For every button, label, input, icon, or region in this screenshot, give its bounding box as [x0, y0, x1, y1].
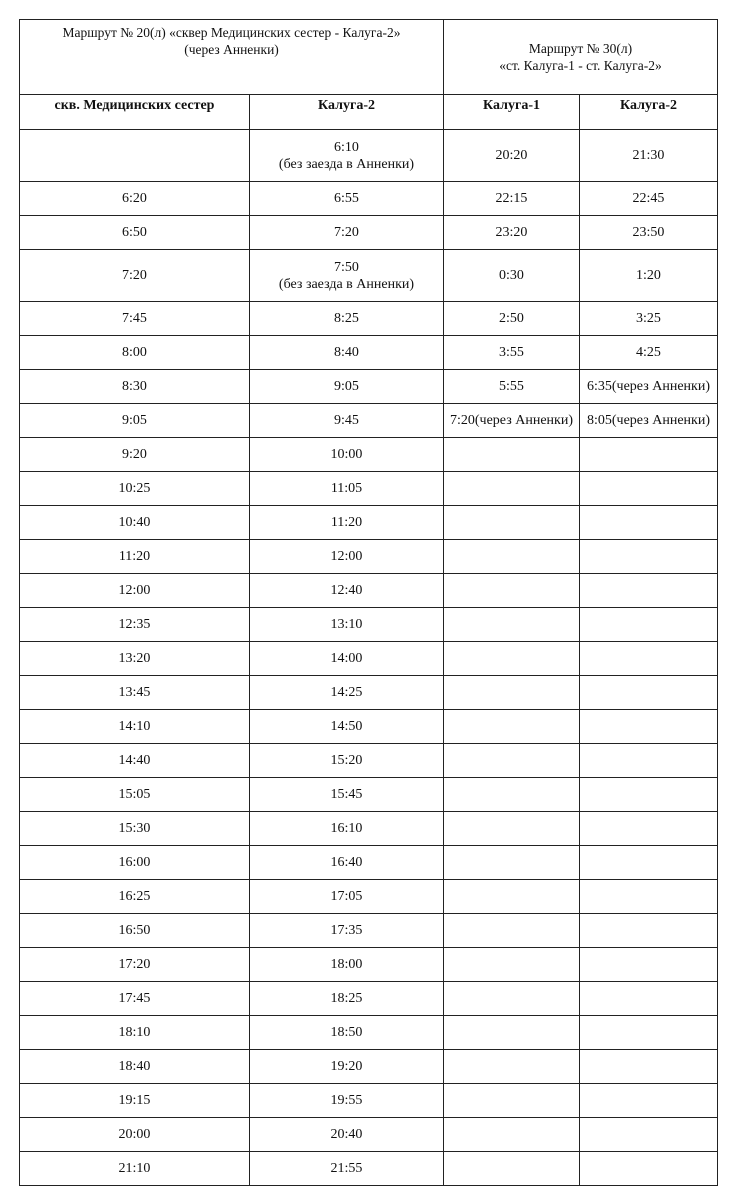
cell-route20-from-time: 12:35: [20, 608, 250, 642]
cell-route30-from-time: [444, 540, 580, 574]
route-30-title-line1: Маршрут № 30(л): [528, 41, 633, 56]
departure-time: 8:25: [334, 311, 359, 326]
table-row: [20, 1050, 718, 1084]
cell-route30-from-time: [444, 438, 580, 472]
cell-route20-to-time: [250, 948, 444, 982]
cell-route20-to-time: [250, 1016, 444, 1050]
departure-time: 14:25: [330, 685, 363, 700]
cell-route30-from-time: [444, 710, 580, 744]
cell-route20-from-time: 20:00: [20, 1118, 250, 1152]
cell-route30-from-time: [444, 1050, 580, 1084]
cell-route30-to-time: [580, 1152, 718, 1186]
cell-route20-from-time: 16:25: [20, 880, 250, 914]
column-header-route30-from: Калуга-1: [444, 95, 580, 130]
departure-time: 7:50: [334, 259, 359, 275]
table-row: [20, 778, 718, 812]
cell-route20-from-time: 21:10: [20, 1152, 250, 1186]
departure-time: 17:35: [330, 923, 363, 938]
route-20-title-line1: Маршрут № 20(л) «сквер Медицинских сестер - Калуга-2»: [62, 25, 401, 40]
cell-route30-to-time: [580, 676, 718, 710]
cell-route20-from-time: 17:45: [20, 982, 250, 1016]
cell-route20-to-time: [250, 846, 444, 880]
departure-time: 16:40: [330, 855, 363, 870]
column-header-route20-from: скв. Медицинских сестер: [20, 95, 250, 130]
departure-time: 12:40: [330, 583, 363, 598]
table-row: [20, 1016, 718, 1050]
departure-time: 14:50: [330, 719, 363, 734]
table-row: [20, 846, 718, 880]
route-30-title: [444, 20, 718, 95]
table-row: [20, 1084, 718, 1118]
cell-route30-from-time: [444, 982, 580, 1016]
table-row: [20, 676, 718, 710]
cell-route30-from-time: [444, 1016, 580, 1050]
table-row: [20, 130, 718, 182]
cell-route30-to-time: 3:25: [580, 302, 718, 336]
cell-route30-from-time: [444, 880, 580, 914]
cell-route20-from-time: 10:25: [20, 472, 250, 506]
departure-time: 6:55: [334, 191, 359, 206]
cell-route30-from-time: [444, 642, 580, 676]
cell-route20-to-time: [250, 1118, 444, 1152]
cell-route30-from-time: 2:50: [444, 302, 580, 336]
table-row: [20, 540, 718, 574]
cell-route30-from-time: 23:20: [444, 216, 580, 250]
cell-route30-from-time: [444, 778, 580, 812]
cell-route20-from-time: 6:50: [20, 216, 250, 250]
cell-route20-from-time: 18:40: [20, 1050, 250, 1084]
cell-route30-to-time: [580, 574, 718, 608]
cell-route20-to-time: [250, 642, 444, 676]
table-row: [20, 438, 718, 472]
table-row: [20, 302, 718, 336]
cell-route30-to-time: [580, 880, 718, 914]
departure-time: 9:05: [334, 379, 359, 394]
cell-route30-from-time: [444, 574, 580, 608]
cell-route20-from-time: 19:15: [20, 1084, 250, 1118]
cell-route30-from-time: 5:55: [444, 370, 580, 404]
cell-route20-to-time: [250, 914, 444, 948]
departure-time: 8:40: [334, 345, 359, 360]
route-30-title-line2: «ст. Калуга-1 - ст. Калуга-2»: [499, 58, 662, 73]
cell-route20-from-time: 13:45: [20, 676, 250, 710]
table-row: [20, 216, 718, 250]
bus-schedule-table: [19, 19, 718, 1186]
departure-time: 13:10: [330, 617, 363, 632]
cell-route20-from-time: 14:40: [20, 744, 250, 778]
departure-time: 11:20: [330, 515, 363, 530]
departure-time: 15:20: [330, 753, 363, 768]
table-row: [20, 370, 718, 404]
cell-route20-from-time: 15:30: [20, 812, 250, 846]
cell-route20-to-time: [250, 1050, 444, 1084]
column-header-route20-to: Калуга-2: [250, 95, 444, 130]
cell-route20-to-time: [250, 574, 444, 608]
cell-route20-to-time: [250, 676, 444, 710]
departure-note: (без заезда в Анненки): [278, 156, 415, 172]
route-titles-row: [20, 20, 718, 95]
cell-route20-from-time: 6:20: [20, 182, 250, 216]
cell-route30-to-time: 1:20: [580, 250, 718, 302]
table-row: [20, 710, 718, 744]
cell-route20-to-time: [250, 778, 444, 812]
cell-route30-from-time: 20:20: [444, 130, 580, 182]
cell-route30-to-time: [580, 540, 718, 574]
departure-time: 20:40: [330, 1127, 363, 1142]
cell-route30-to-time: [580, 642, 718, 676]
departure-time: 14:00: [330, 651, 363, 666]
table-row: [20, 574, 718, 608]
table-row: [20, 642, 718, 676]
cell-route30-to-time: [580, 472, 718, 506]
cell-route20-from-time: 7:45: [20, 302, 250, 336]
cell-route20-from-time: 16:50: [20, 914, 250, 948]
cell-route20-to-time: [250, 250, 444, 302]
cell-route30-to-time: [580, 778, 718, 812]
cell-route20-to-time: [250, 130, 444, 182]
cell-route20-to-time: [250, 744, 444, 778]
cell-route30-to-time: [580, 812, 718, 846]
cell-route30-from-time: [444, 676, 580, 710]
cell-route30-from-time: 3:55: [444, 336, 580, 370]
route-20-title: [20, 20, 444, 95]
cell-route20-from-time: 14:10: [20, 710, 250, 744]
cell-route20-to-time: [250, 982, 444, 1016]
cell-route30-from-time: [444, 1152, 580, 1186]
cell-route20-from-time: 10:40: [20, 506, 250, 540]
cell-route30-to-time: [580, 744, 718, 778]
cell-route20-from-time: 15:05: [20, 778, 250, 812]
cell-route20-from-time: 18:10: [20, 1016, 250, 1050]
cell-route20-to-time: [250, 370, 444, 404]
cell-route30-to-time: [580, 438, 718, 472]
cell-route20-from-time: 12:00: [20, 574, 250, 608]
cell-route20-to-time: [250, 336, 444, 370]
departure-time: 18:00: [330, 957, 363, 972]
departure-time: 19:20: [330, 1059, 363, 1074]
table-row: [20, 1118, 718, 1152]
cell-route20-to-time: [250, 1084, 444, 1118]
cell-route30-to-time: 23:50: [580, 216, 718, 250]
departure-time: 12:00: [330, 549, 363, 564]
cell-route20-to-time: [250, 506, 444, 540]
cell-route20-from-time: 17:20: [20, 948, 250, 982]
table-row: [20, 982, 718, 1016]
cell-route20-to-time: [250, 404, 444, 438]
departure-time: 16:10: [330, 821, 363, 836]
departure-time: 10:00: [330, 447, 363, 462]
cell-route30-from-time: 0:30: [444, 250, 580, 302]
cell-route30-from-time: 7:20(через Анненки): [444, 404, 580, 438]
cell-route20-to-time: [250, 182, 444, 216]
cell-route20-from-time: [20, 130, 250, 182]
cell-route30-to-time: [580, 506, 718, 540]
departure-time: 9:45: [334, 413, 359, 428]
departure-time: 21:55: [330, 1161, 363, 1176]
cell-route20-to-time: [250, 880, 444, 914]
cell-route20-to-time: [250, 302, 444, 336]
departure-time: 11:05: [330, 481, 363, 496]
cell-route30-to-time: [580, 948, 718, 982]
cell-route30-from-time: [444, 506, 580, 540]
cell-route30-to-time: [580, 846, 718, 880]
cell-route20-from-time: 9:05: [20, 404, 250, 438]
table-row: [20, 880, 718, 914]
route-20-title-line2: (через Анненки): [184, 42, 279, 57]
cell-route30-from-time: [444, 812, 580, 846]
cell-route20-from-time: 7:20: [20, 250, 250, 302]
column-headers-row: [20, 95, 718, 130]
cell-route20-from-time: 8:00: [20, 336, 250, 370]
table-row: [20, 506, 718, 540]
departure-time: 7:20: [334, 225, 359, 240]
cell-route20-from-time: 8:30: [20, 370, 250, 404]
departure-note: (без заезда в Анненки): [278, 276, 415, 292]
cell-route30-to-time: [580, 982, 718, 1016]
cell-route30-to-time: 21:30: [580, 130, 718, 182]
departure-time: 18:50: [330, 1025, 363, 1040]
departure-time: 18:25: [330, 991, 363, 1006]
cell-route20-to-time: [250, 710, 444, 744]
cell-route30-from-time: [444, 948, 580, 982]
cell-route30-from-time: [444, 914, 580, 948]
departure-time: 17:05: [330, 889, 363, 904]
cell-route20-from-time: 9:20: [20, 438, 250, 472]
cell-route20-from-time: 16:00: [20, 846, 250, 880]
cell-route20-from-time: 13:20: [20, 642, 250, 676]
cell-route20-to-time: [250, 812, 444, 846]
cell-route30-to-time: 8:05(через Анненки): [580, 404, 718, 438]
cell-route30-to-time: [580, 608, 718, 642]
departure-time: 19:55: [330, 1093, 363, 1108]
cell-route30-to-time: 6:35(через Анненки): [580, 370, 718, 404]
table-row: [20, 250, 718, 302]
cell-route30-from-time: [444, 744, 580, 778]
cell-route30-from-time: [444, 608, 580, 642]
cell-route30-to-time: [580, 710, 718, 744]
table-row: [20, 948, 718, 982]
departure-time: 15:45: [330, 787, 363, 802]
cell-route30-to-time: [580, 1118, 718, 1152]
cell-route20-to-time: [250, 216, 444, 250]
table-row: [20, 472, 718, 506]
cell-route20-from-time: 11:20: [20, 540, 250, 574]
cell-route30-to-time: 22:45: [580, 182, 718, 216]
cell-route30-to-time: [580, 1084, 718, 1118]
column-header-route30-to: Калуга-2: [580, 95, 718, 130]
cell-route30-to-time: [580, 914, 718, 948]
cell-route20-to-time: [250, 438, 444, 472]
cell-route30-from-time: 22:15: [444, 182, 580, 216]
table-row: [20, 404, 718, 438]
table-row: [20, 914, 718, 948]
cell-route20-to-time: [250, 472, 444, 506]
cell-route30-from-time: [444, 472, 580, 506]
cell-route30-from-time: [444, 1118, 580, 1152]
table-row: [20, 744, 718, 778]
table-row: [20, 336, 718, 370]
cell-route20-to-time: [250, 540, 444, 574]
cell-route20-to-time: [250, 1152, 444, 1186]
cell-route30-from-time: [444, 846, 580, 880]
table-row: [20, 608, 718, 642]
table-row: [20, 182, 718, 216]
table-row: [20, 1152, 718, 1186]
cell-route30-to-time: 4:25: [580, 336, 718, 370]
cell-route30-from-time: [444, 1084, 580, 1118]
cell-route30-to-time: [580, 1050, 718, 1084]
cell-route20-to-time: [250, 608, 444, 642]
table-row: [20, 812, 718, 846]
cell-route30-to-time: [580, 1016, 718, 1050]
departure-time: 6:10: [334, 139, 359, 155]
